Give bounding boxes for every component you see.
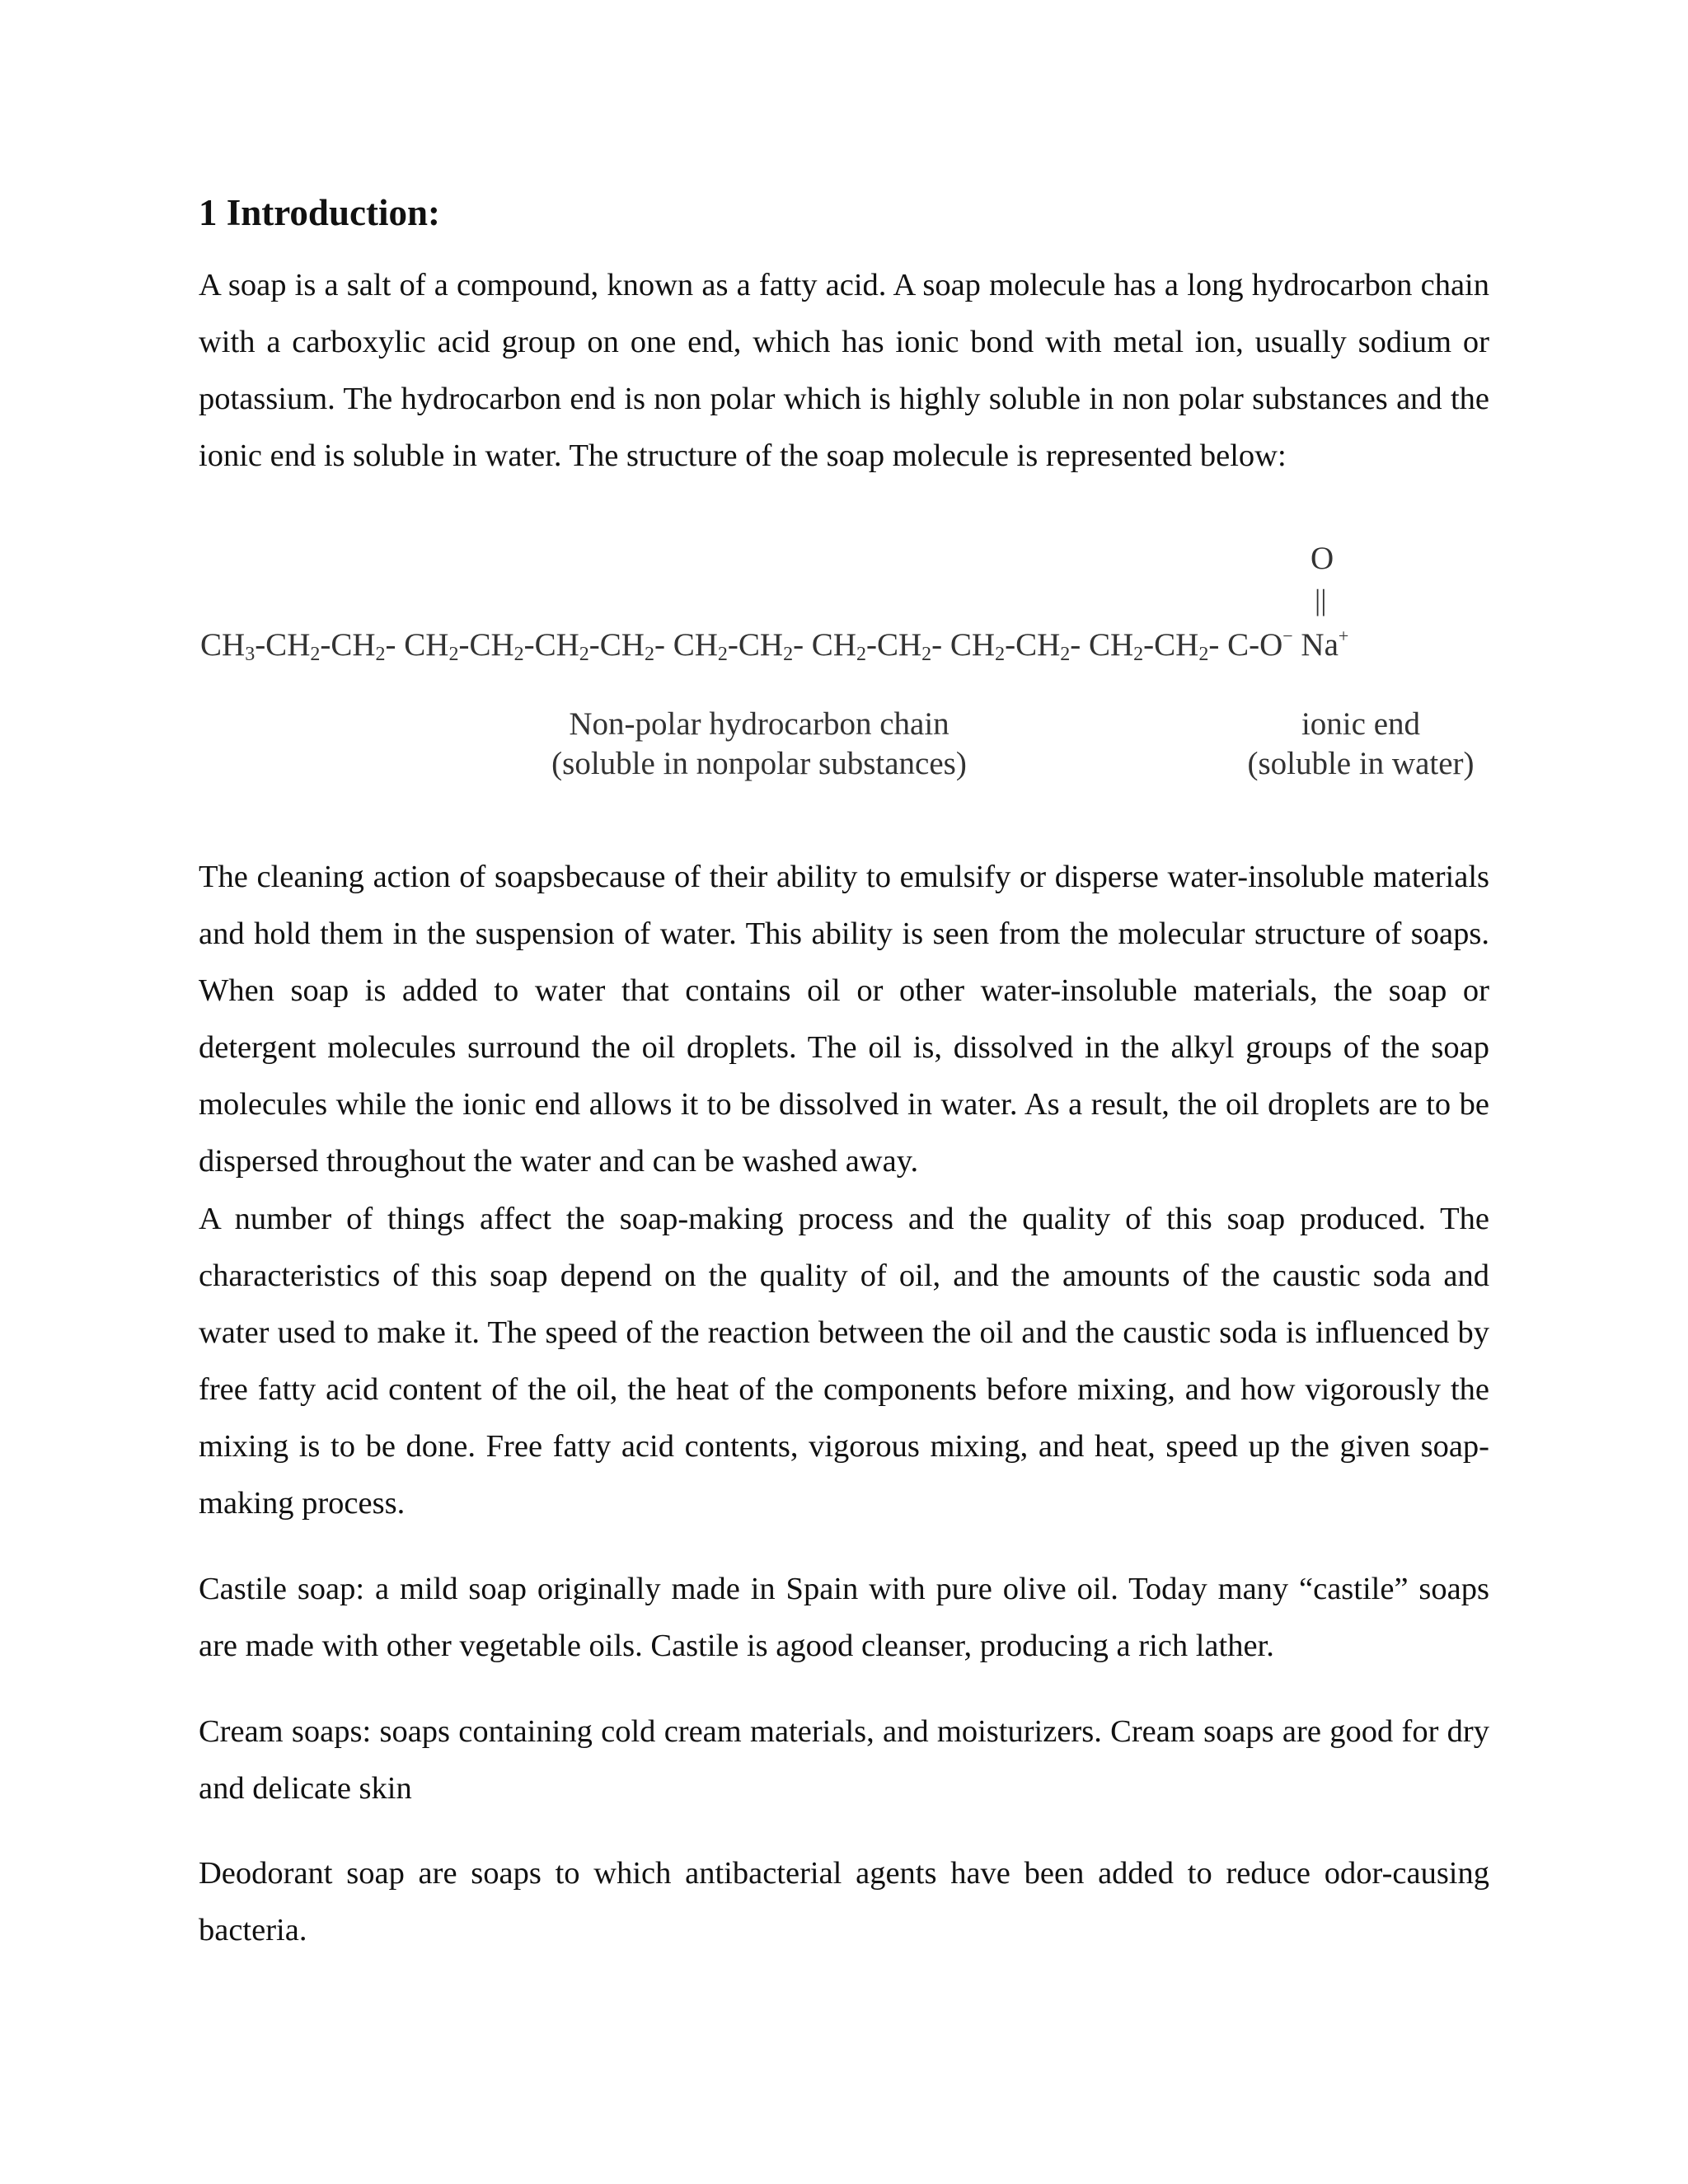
carbonyl-oxygen: O — [1311, 541, 1334, 576]
cream-soap-paragraph: Cream soaps: soaps containing cold cream materials, and moisturizers. Cream soaps are good for dry and delicate skin — [199, 1714, 1489, 1806]
ionic-label-note: (soluble in water) — [1247, 746, 1475, 781]
soap-formula: $CH_3-CH_2-CH_2-$ $CH_2-CH_2-CH_2-CH_2-$ $CH_2-CH_2-$ $CH_2-CH_2-$ $CH_2-CH_2-$ $CH_2-CH_2-$ C-O− Na+ — [200, 626, 1349, 665]
ionic-label-title: ionic end — [1301, 706, 1421, 742]
double-bond: || — [1315, 583, 1327, 616]
cleaning-action-paragraph: The cleaning action of soapsbecause of their ability to emulsify or disperse water-insoluble materials and hold them in the suspension of water. This ability is seen from the molecular structure of soaps. When soap is added to water that contains oil or other water-insoluble materials, the soap or detergent molecules surround the oil droplets. The oil is, dissolved in the alkyl groups of the soap molecules while the ionic end allows it to be dissolved in water. As a result, the oil droplets are to be dispersed throughout the water and can be washed away. — [199, 860, 1489, 1179]
soap-process-paragraph: A number of things affect the soap-making process and the quality of this soap produced. The characteristics of this soap depend on the quality of oil, and the amounts of the caustic soda and water used to make it. The speed of the reaction between the oil and the caustic soda is influenced by free fatty acid content of the oil, the heat of the components before mixing, and how vigorously the mixing is to be done. Free fatty acid contents, vigorous mixing, and heat, speed up the given soap-making process. — [199, 1202, 1489, 1521]
chain-label-title: Non-polar hydrocarbon chain — [569, 706, 950, 742]
ionic-end-label — [1221, 705, 1501, 784]
hydrocarbon-chain-label — [512, 705, 1006, 784]
section-heading: 1 Introduction: — [199, 192, 440, 233]
deodorant-soap-paragraph: Deodorant soap are soaps to which antibacterial agents have been added to reduce odor-causing bacteria. — [199, 1856, 1489, 1947]
soap-molecule-structure — [199, 540, 1489, 787]
chain-label-note: (soluble in nonpolar substances) — [551, 746, 967, 781]
intro-paragraph: A soap is a salt of a compound, known as a fatty acid. A soap molecule has a long hydrocarbon chain with a carboxylic acid group on one end, which has ionic bond with metal ion, usually sodium or potassium. The hydrocarbon end is non polar which is highly soluble in non polar substances and the ionic end is soluble in water. The structure of the soap molecule is represented below: — [199, 268, 1489, 473]
castile-soap-paragraph: Castile soap: a mild soap originally made in Spain with pure olive oil. Today many “castile” soaps are made with other vegetable oils. Castile is agood cleanser, producing a rich lather. — [199, 1572, 1489, 1663]
